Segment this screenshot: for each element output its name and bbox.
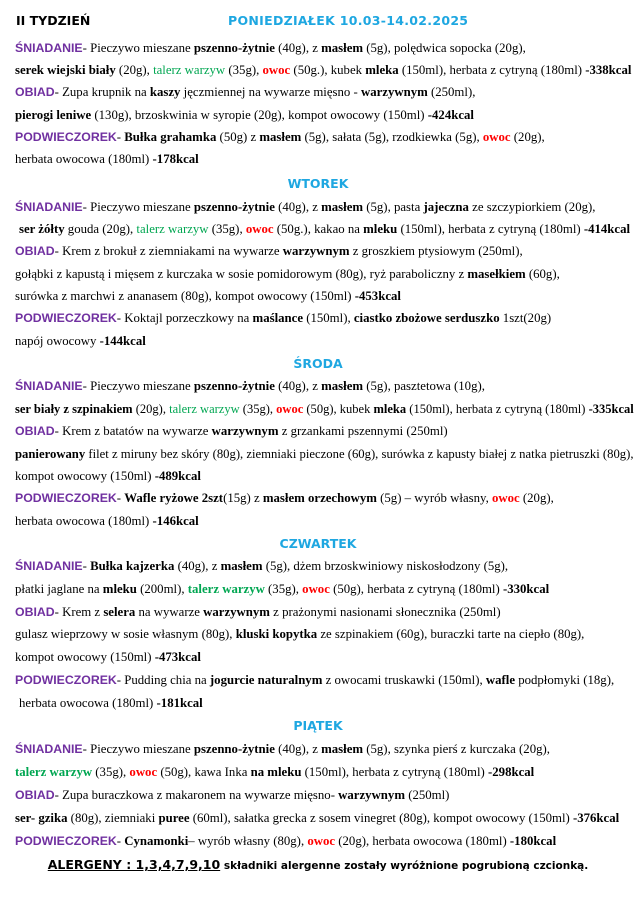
tuesday-lunch-line-1 [15, 243, 523, 259]
menu-text: talerz warzyw [15, 765, 93, 779]
menu-text: jogurcie naturalnym [209, 673, 323, 687]
snack-label: PODWIECZOREK [15, 834, 117, 848]
menu-text: pszenno-żytnie [193, 200, 275, 214]
menu-text: 1szt(20g) [499, 311, 552, 325]
lunch-label: OBIAD [15, 788, 55, 802]
menu-text: -376kcal [572, 811, 620, 825]
menu-text: - [82, 559, 91, 573]
thursday-lunch-line-3 [15, 649, 201, 665]
menu-text: masełkiem [467, 267, 526, 281]
menu-text: - [116, 130, 125, 144]
menu-text: -330kcal [502, 582, 550, 596]
wednesday-lunch-line-3 [15, 468, 201, 484]
menu-text: -178kcal [152, 152, 199, 166]
day-title-friday: PIĄTEK [293, 718, 343, 733]
lunch-label: OBIAD [15, 424, 55, 438]
menu-text: pszenno-żytnie [193, 379, 275, 393]
thursday-snack-line-1 [15, 672, 614, 688]
menu-text: -489kcal [154, 469, 201, 483]
menu-text: maślance [252, 311, 304, 325]
menu-text: warzywnym [338, 788, 405, 802]
menu-text: ser- gzika [15, 811, 68, 825]
breakfast-label: ŚNIADANIE [15, 41, 83, 55]
menu-text: (5g) – wyrób własny, [376, 491, 492, 505]
menu-text: talerz warzyw [153, 63, 226, 77]
thursday-lunch-line-2 [15, 626, 584, 642]
menu-text: - [116, 834, 125, 848]
menu-text: (250ml) [405, 788, 450, 802]
menu-text: - Krem z batatów na wywarze [54, 424, 212, 438]
menu-text: -453kcal [354, 289, 401, 303]
menu-text: talerz warzyw [136, 222, 209, 236]
menu-text: (50g), herbata z cytryną (180ml) [329, 582, 503, 596]
menu-text: (50g), kubek [303, 402, 374, 416]
menu-text: herbata owocowa (180ml) [15, 514, 153, 528]
menu-text: owoc [262, 63, 291, 77]
thursday-snack-line-2 [19, 695, 203, 711]
menu-text: (50g), kawa Inka [157, 765, 251, 779]
menu-text: (5g), pasta [363, 200, 424, 214]
menu-text: surówka z marchwi z ananasem (80g), kompot owocowy (150ml) [15, 289, 355, 303]
menu-text: selera [103, 605, 136, 619]
menu-text: -335kcal [588, 402, 634, 416]
menu-text: - Pieczywo mieszane [82, 379, 194, 393]
snack-label: PODWIECZOREK [15, 491, 117, 505]
menu-text: (35g), [92, 765, 130, 779]
snack-label: PODWIECZOREK [15, 673, 117, 687]
menu-text: (20g), [132, 402, 170, 416]
monday-snack-line-2 [15, 151, 199, 167]
menu-text: (20g), [115, 63, 154, 77]
wednesday-lunch-line-2 [15, 446, 634, 462]
monday-breakfast-line-2 [15, 62, 631, 78]
menu-text: owoc [129, 765, 158, 779]
thursday-breakfast-line-2 [15, 581, 549, 597]
allergen-list: ALERGENY : 1,3,4,7,9,10 [47, 857, 221, 872]
menu-text: (5g), szynka pierś z kurczaka (20g), [363, 742, 550, 756]
menu-text: warzywnym [203, 605, 270, 619]
menu-text: talerz warzyw [187, 582, 265, 596]
menu-text: z owocami truskawki (150ml), [322, 673, 486, 687]
menu-text: owoc [482, 130, 511, 144]
menu-text: gulasz wieprzowy w sosie własnym (80g), [15, 627, 236, 641]
menu-text: -298kcal [488, 765, 535, 779]
menu-text: ze szczypiorkiem (20g), [468, 200, 596, 214]
wednesday-breakfast-line-2 [15, 401, 634, 417]
wednesday-snack-line-2 [15, 513, 199, 529]
menu-text: (35g), [239, 402, 277, 416]
menu-text: -180kcal [509, 834, 557, 848]
menu-text: z grzankami pszennymi (250ml) [278, 424, 448, 438]
day-title-wednesday: ŚRODA [293, 356, 343, 371]
menu-text: (40g), z [274, 41, 322, 55]
menu-text: - Pudding chia na [116, 673, 210, 687]
menu-text: na mleku [250, 765, 302, 779]
menu-text: owoc [302, 582, 330, 596]
allergen-footer [0, 857, 636, 872]
menu-text: kaszy [149, 85, 181, 99]
menu-text: – wyrób własny (80g), [188, 834, 308, 848]
menu-text: mleka [373, 402, 407, 416]
lunch-label: OBIAD [15, 605, 55, 619]
menu-text: owoc [276, 402, 304, 416]
thursday-lunch-line-1 [15, 604, 501, 620]
menu-text: talerz warzyw [169, 402, 240, 416]
wednesday-lunch-line-1 [15, 423, 448, 439]
tuesday-snack-line-1 [15, 310, 551, 326]
wednesday-snack-line-1 [15, 490, 554, 506]
menu-text: (150ml), herbata z cytryną (180ml) [397, 222, 584, 236]
menu-text: jajeczna [423, 200, 469, 214]
menu-text: (150ml), herbata z cytryną (180ml) [301, 765, 489, 779]
menu-text: (60g), [525, 267, 560, 281]
menu-text: masłem [321, 200, 364, 214]
menu-text: - Pieczywo mieszane [82, 41, 194, 55]
menu-text: masłem [220, 559, 263, 573]
menu-text: (35g), [208, 222, 246, 236]
menu-text: ser żółty [19, 222, 65, 236]
menu-text: (40g), z [274, 742, 322, 756]
menu-text: kluski kopytka [235, 627, 318, 641]
menu-text: -424kcal [427, 108, 474, 122]
friday-lunch-line-1 [15, 787, 449, 803]
breakfast-label: ŚNIADANIE [15, 379, 83, 393]
menu-text: (150ml), [303, 311, 354, 325]
menu-text: serek wiejski biały [15, 63, 116, 77]
menu-text: ze szpinakiem (60g), buraczki tarte na ciepło (80g), [317, 627, 585, 641]
wednesday-breakfast-line-1 [15, 378, 485, 394]
menu-text: pszenno-żytnie [193, 742, 275, 756]
menu-text: (50g) z [216, 130, 260, 144]
menu-text: ciastko zbożowe serduszko [353, 311, 500, 325]
menu-text: - Zupa buraczkowa z makaronem na wywarze mięsno- [54, 788, 339, 802]
menu-text: (50g.), kakao na [273, 222, 364, 236]
menu-text: warzywnym [360, 85, 428, 99]
breakfast-label: ŚNIADANIE [15, 559, 83, 573]
menu-text: -146kcal [152, 514, 199, 528]
tuesday-breakfast-line-2 [19, 221, 630, 237]
menu-text: - Zupa krupnik na [54, 85, 150, 99]
snack-label: PODWIECZOREK [15, 311, 117, 325]
menu-text: - Koktajl porzeczkowy na [116, 311, 253, 325]
day-title-tuesday: WTOREK [287, 176, 349, 191]
menu-text: (35g), [225, 63, 263, 77]
menu-text: mleku [363, 222, 398, 236]
menu-text: - Pieczywo mieszane [82, 200, 194, 214]
menu-text: -144kcal [99, 334, 146, 348]
day-title-thursday: CZWARTEK [279, 536, 357, 551]
menu-text: masłem orzechowym [262, 491, 377, 505]
menu-text: wafle [485, 673, 515, 687]
menu-text: płatki jaglane na [15, 582, 103, 596]
breakfast-label: ŚNIADANIE [15, 742, 83, 756]
menu-text: Cynamonki [124, 834, 189, 848]
menu-text: (250ml), [427, 85, 476, 99]
menu-text: -338kcal [585, 63, 632, 77]
menu-text: - [116, 491, 125, 505]
tuesday-snack-line-2 [15, 333, 146, 349]
menu-text: (40g), z [274, 200, 322, 214]
menu-text: (60ml), sałatka grecka z sosem vinegret (80g), kompot owocowy (150ml) [189, 811, 573, 825]
menu-text: z prażonymi nasionami słonecznika (250ml) [269, 605, 501, 619]
menu-text: -181kcal [156, 696, 203, 710]
menu-text: (20g), [519, 491, 554, 505]
friday-breakfast-line-1 [15, 741, 550, 757]
menu-text: podpłomyki (18g), [515, 673, 615, 687]
menu-text: warzywnym [282, 244, 350, 258]
menu-text: owoc [245, 222, 274, 236]
menu-text: gouda (20g), [64, 222, 137, 236]
menu-text: Wafle ryżowe 2szt [124, 491, 224, 505]
menu-text: (20g), [510, 130, 545, 144]
friday-snack-line-1 [15, 833, 556, 849]
monday-lunch-line-1 [15, 84, 475, 100]
menu-text: masłem [321, 742, 364, 756]
menu-text: mleku [102, 582, 137, 596]
allergen-note: składniki alergenne zostały wyróżnione pogrubioną czcionką. [223, 860, 589, 872]
menu-text: - Pieczywo mieszane [82, 742, 194, 756]
menu-text: ser biały z szpinakiem [15, 402, 133, 416]
menu-text: - Krem z [54, 605, 104, 619]
lunch-label: OBIAD [15, 244, 55, 258]
menu-text: jęczmiennej na wywarze mięsno - [180, 85, 361, 99]
header [0, 13, 636, 31]
menu-text: owoc [491, 491, 520, 505]
date-range: PONIEDZIAŁEK 10.03-14.02.2025 [228, 13, 469, 28]
thursday-breakfast-line-1 [15, 558, 508, 574]
monday-lunch-line-2 [15, 107, 474, 123]
menu-text: (35g), [264, 582, 303, 596]
menu-text: (5g), pasztetowa (10g), [363, 379, 485, 393]
friday-lunch-line-2 [15, 810, 619, 826]
monday-breakfast-line-1 [15, 40, 526, 56]
menu-text: masłem [259, 130, 302, 144]
menu-text: masłem [321, 379, 364, 393]
menu-text: puree [158, 811, 190, 825]
menu-text: pszenno-żytnie [193, 41, 275, 55]
menu-text: - Krem z brokuł z ziemniakami na wywarze [54, 244, 283, 258]
menu-text: (80g), ziemniaki [67, 811, 159, 825]
tuesday-breakfast-line-1 [15, 199, 595, 215]
menu-text: kompot owocowy (150ml) [15, 650, 155, 664]
tuesday-lunch-line-2 [15, 266, 560, 282]
menu-text: (130g), brzoskwinia w syropie (20g), kompot owocowy (150ml) [91, 108, 428, 122]
snack-label: PODWIECZOREK [15, 130, 117, 144]
week-title: II TYDZIEŃ [16, 13, 91, 28]
menu-text: mleka [365, 63, 399, 77]
menu-text: (5g), polędwica sopocka (20g), [363, 41, 526, 55]
menu-text: (5g), dżem brzoskwiniowy niskosłodzony (5g), [262, 559, 509, 573]
menu-text: (15g) z [223, 491, 263, 505]
menu-text: (40g), z [274, 379, 322, 393]
menu-text: napój owocowy [15, 334, 100, 348]
menu-text: panierowany [15, 447, 86, 461]
menu-text: -414kcal [583, 222, 631, 236]
menu-text: herbata owocowa (180ml) [15, 152, 153, 166]
menu-text: warzywnym [211, 424, 279, 438]
menu-text: (150ml), herbata z cytryną (180ml) [398, 63, 586, 77]
menu-text: masłem [321, 41, 364, 55]
menu-text: kompot owocowy (150ml) [15, 469, 155, 483]
lunch-label: OBIAD [15, 85, 55, 99]
breakfast-label: ŚNIADANIE [15, 200, 83, 214]
menu-text: Bułka kajzerka [90, 559, 175, 573]
menu-text: (150ml), herbata z cytryną (180ml) [406, 402, 589, 416]
menu-text: (200ml), [136, 582, 188, 596]
menu-text: owoc [307, 834, 336, 848]
menu-text: (20g), herbata owocowa (180ml) [335, 834, 510, 848]
menu-text: z groszkiem ptysiowym (250ml), [349, 244, 523, 258]
menu-text: gołąbki z kapustą i mięsem z kurczaka w sosie pomidorowym (80g), ryż paraboliczny z [15, 267, 468, 281]
menu-text: (5g), sałata (5g), rzodkiewka (5g), [301, 130, 483, 144]
menu-text: filet z miruny bez skóry (80g), ziemniaki pieczone (60g), surówka z kapusty białej z natka pietruszki (80g), [85, 447, 634, 461]
menu-text: na wywarze [135, 605, 204, 619]
tuesday-lunch-line-3 [15, 288, 401, 304]
monday-snack-line-1 [15, 129, 545, 145]
friday-breakfast-line-2 [15, 764, 534, 780]
menu-text: -473kcal [154, 650, 201, 664]
menu-text: herbata owocowa (180ml) [19, 696, 157, 710]
menu-text: Bułka grahamka [124, 130, 217, 144]
menu-text: (50g.), kubek [290, 63, 366, 77]
menu-text: pierogi leniwe [15, 108, 92, 122]
menu-text: (40g), z [174, 559, 221, 573]
